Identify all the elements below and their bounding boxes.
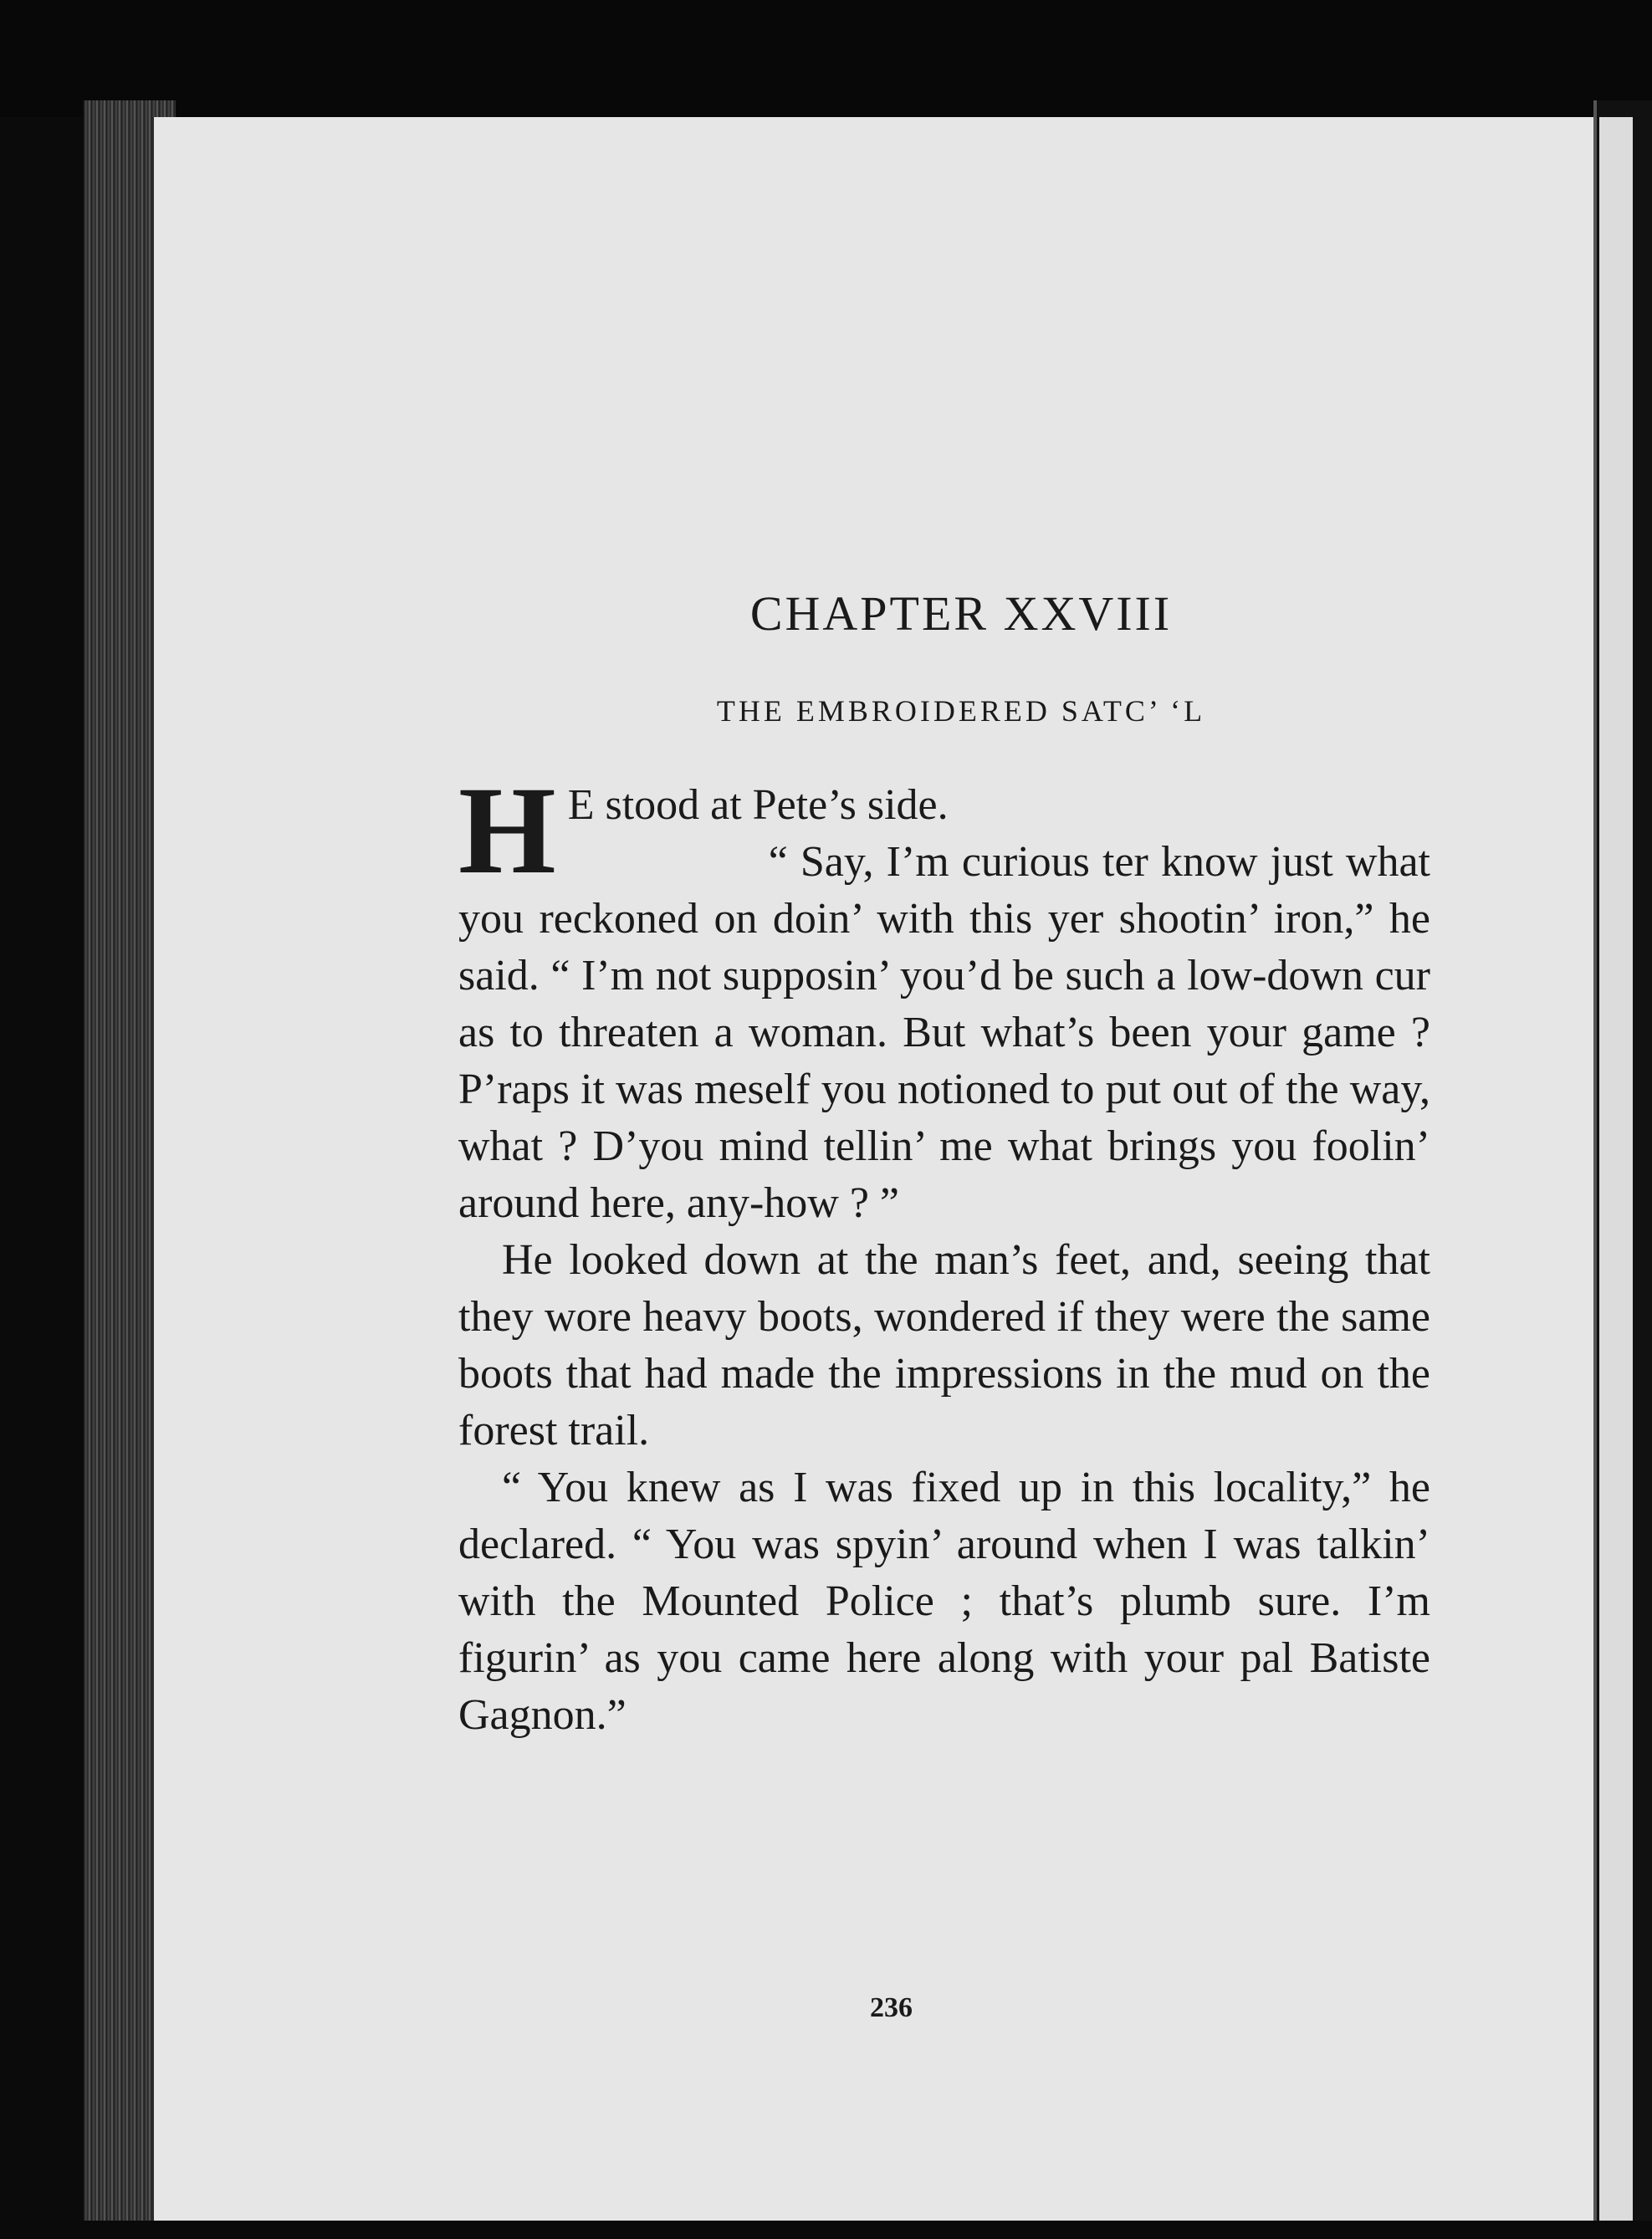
paragraph: “ Say, I’m curious ter know just what you reckoned on doin’ with this yer shootin’ iron,” he said. “ I’m not supposin’ you’d be such a low-down cur as to threaten a woman. But what’s been your game ? P’raps it was meself you notioned to put out of the way, what ? D’you mind tellin’ me what brings you foolin’ around here, any-how ? ”: [458, 838, 1430, 1227]
paragraph-text: E stood at Pete’s side.: [567, 781, 949, 829]
drop-cap: H: [458, 761, 556, 900]
paragraph: “ You knew as I was fixed up in this locality,” he declared. “ You was spyin’ around when I was talkin’ with the Mounted Police ; that’s plumb sure. I’m figurin’ as you came here along with your pal Batiste Gagnon.”: [458, 1464, 1430, 1739]
paragraph-opening: [458, 761, 1430, 900]
chapter-body: [458, 761, 1430, 1744]
page-number: 236: [870, 1992, 913, 2023]
chapter-subtitle: THE EMBROIDERED SATC’ ‘L: [716, 694, 1206, 728]
scan-bottom-border: [0, 2221, 1652, 2239]
page-text-block: [458, 585, 1430, 1744]
chapter-title: CHAPTER XXVIII: [749, 586, 1173, 641]
facing-page-edge: [1599, 117, 1633, 2225]
paragraph: He looked down at the man’s feet, and, seeing that they wore heavy boots, wondered if they were the same boots that had made the impressions in the mud on the forest trail.: [458, 1236, 1430, 1454]
scan-top-border: [0, 0, 1652, 117]
